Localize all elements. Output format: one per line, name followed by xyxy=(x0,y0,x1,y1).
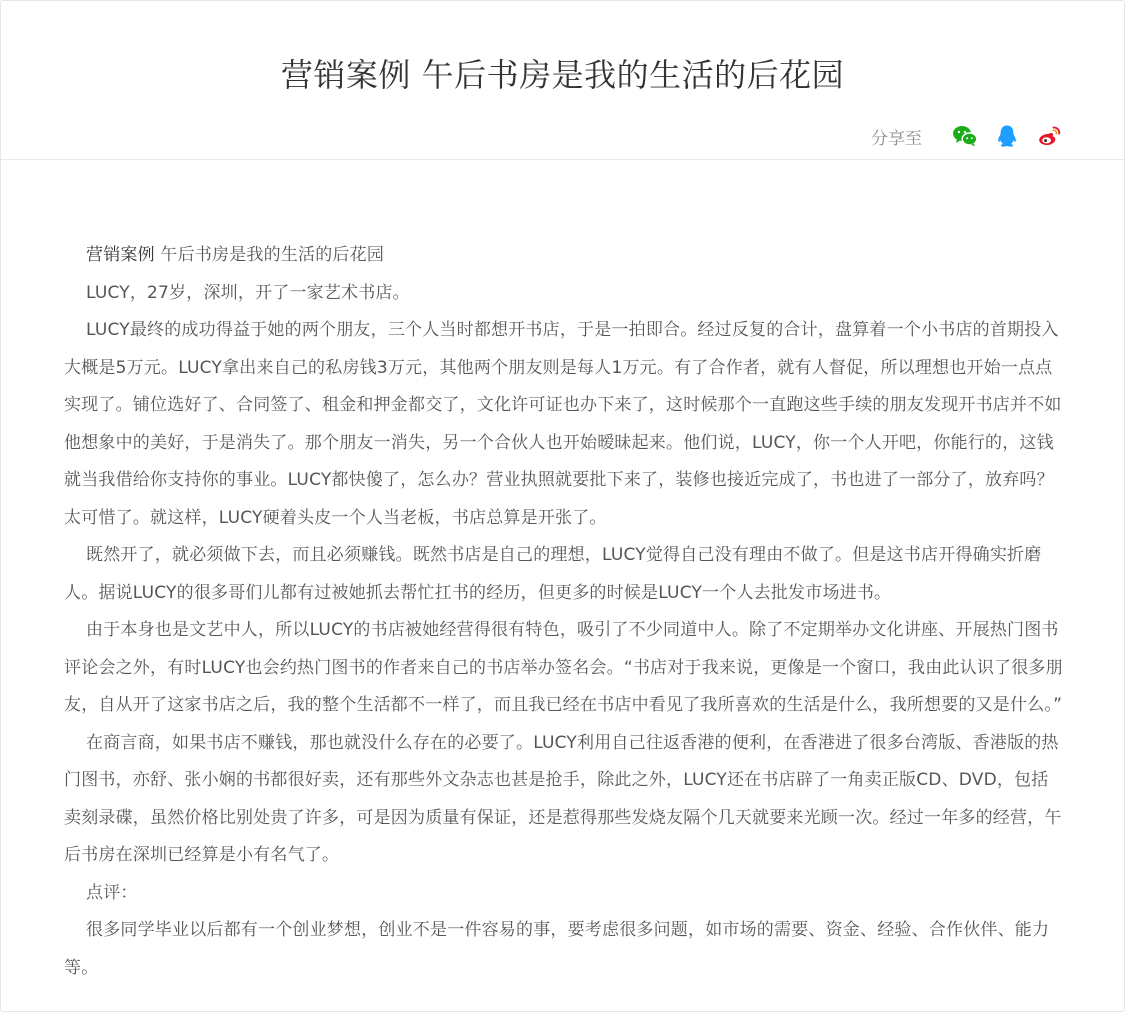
paragraph-1: LUCY，27岁，深圳，开了一家艺术书店。 xyxy=(86,282,410,303)
paragraph-3: 既然开了，就必须做下去，而且必须赚钱。既然书店是自己的理想，LUCY觉得自己没有理由不做了。但是这书店开得确实折磨人。据说LUCY的很多哥们儿都有过被她抓去帮忙扛书的经历，但更多的时候是LUCY一个人去批发市场进书。 xyxy=(64,545,1042,603)
paragraph-5: 在商言商，如果书店不赚钱，那也就没什么存在的必要了。LUCY利用自己往返香港的便利，在香港进了很多台湾版、香港版的热门图书，亦舒、张小娴的书都很好卖，还有那些外文杂志也甚是抢手，除此之外，LUCY还在书店辟了一角卖正版CD、DVD，包括卖刻录碟，虽然价格比别处贵了许多，可是因为质量有保证，还是惹得那些发烧友隔个几天就要来光顾一次。经过一年多的经营，午后书房在深圳已经算是小有名气了。 xyxy=(64,732,1062,865)
article-body xyxy=(64,237,1064,987)
share-bar xyxy=(871,121,1062,151)
article-header xyxy=(1,1,1124,160)
page-title: 营销案例 午后书房是我的生活的后花园 xyxy=(280,56,845,94)
paragraph-2: LUCY最终的成功得益于她的两个朋友，三个人当时都想开书店，于是一拍即合。经过反复的合计，盘算着一个小书店的首期投入大概是5万元。LUCY拿出来自己的私房钱3万元，其他两个朋友则是每人1万元。有了合作者，就有人督促，所以理想也开始一点点实现了。铺位选好了、合同签了、租金和押金都交了，文化许可证也办下来了，这时候那个一直跑这些手续的朋友发现开书店并不如他想象中的美好，于是消失了。那个朋友一消失，另一个合伙人也开始暧昧起来。他们说，LUCY，你一个人开吧，你能行的，这钱就当我借给你支持你的事业。LUCY都快傻了，怎么办？营业执照就要批下来了，装修也接近完成了，书也进了一部分了，放弃吗？太可惜了。就这样，LUCY硬着头皮一个人当老板，书店总算是开张了。 xyxy=(64,320,1062,528)
paragraph-intro xyxy=(64,237,1064,275)
qq-icon[interactable] xyxy=(994,123,1020,149)
intro-text: 午后书房是我的生活的后花园 xyxy=(154,245,385,265)
paragraph-4: 由于本身也是文艺中人，所以LUCY的书店被她经营得很有特色，吸引了不少同道中人。除了不定期举办文化讲座、开展热门图书评论会之外，有时LUCY也会约热门图书的作者来自己的书店举办签名会。“书店对于我来说，更像是一个窗口，我由此认识了很多朋友，自从开了这家书店之后，我的整个生活都不一样了，而且我已经在书店中看见了我所喜欢的生活是什么，我所想要的又是什么。” xyxy=(64,620,1063,715)
intro-lead: 营销案例 xyxy=(86,245,155,265)
weibo-icon[interactable] xyxy=(1036,123,1062,149)
paragraph-review: 很多同学毕业以后都有一个创业梦想，创业不是一件容易的事，要考虑很多问题，如市场的需要、资金、经验、合作伙伴、能力等。 xyxy=(64,920,1050,978)
paragraph-review-heading: 点评： xyxy=(86,882,138,903)
wechat-icon[interactable] xyxy=(952,123,978,149)
share-label: 分享至 xyxy=(871,128,922,149)
